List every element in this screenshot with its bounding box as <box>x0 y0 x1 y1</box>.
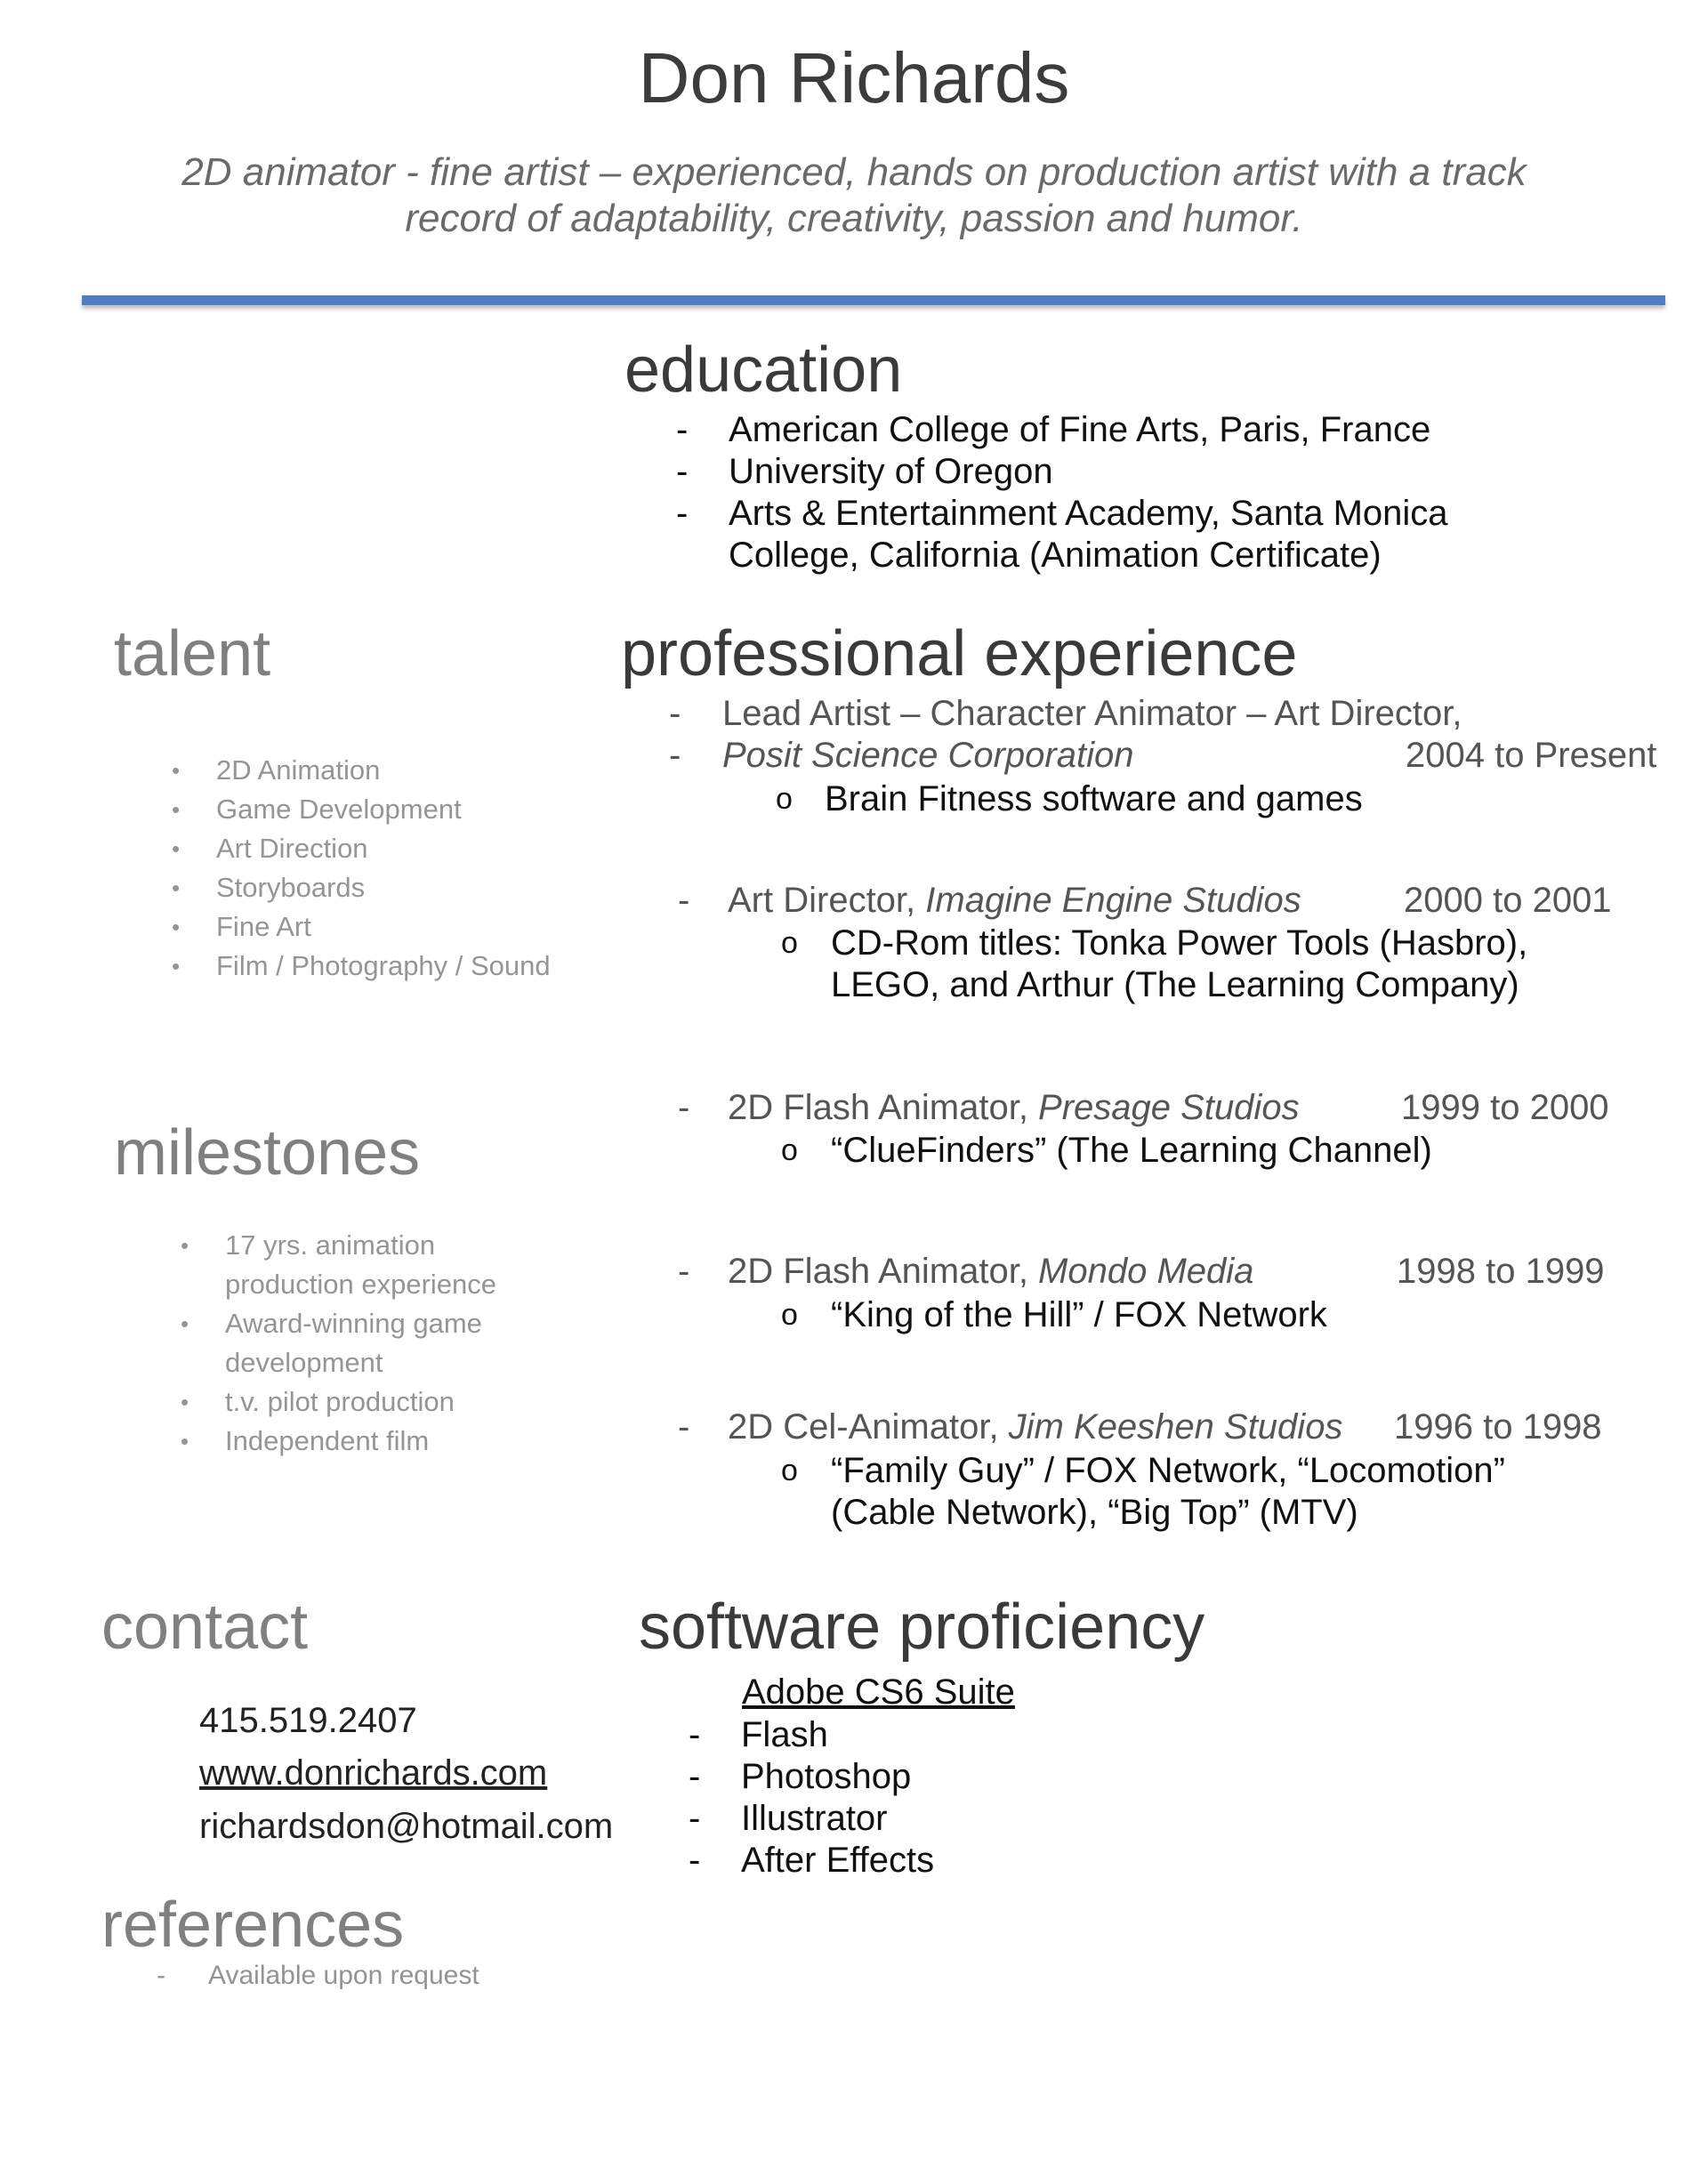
contact-website-link[interactable]: www.donrichards.com <box>199 1753 548 1793</box>
talent-item: • Fine Art <box>165 907 551 947</box>
software-suite-title: Adobe CS6 Suite <box>742 1672 1015 1712</box>
header-divider <box>82 295 1665 305</box>
milestone-item-continued: production experience <box>225 1269 497 1300</box>
bullet-marker: • <box>172 835 181 862</box>
bullet-marker: • <box>172 757 181 784</box>
contact-email: richardsdon@hotmail.com <box>199 1807 614 1846</box>
bullet-marker: • <box>172 874 181 901</box>
software-item: - After Effects <box>689 1841 935 1880</box>
job-detail: o “Family Guy” / FOX Network, “Locomotion” (Cable Network), “Big Top” (MTV) <box>781 1451 1505 1532</box>
dash-marker: - <box>678 1088 690 1127</box>
circle-marker: o <box>781 1454 798 1487</box>
milestone-item: • 17 yrs. animation <box>173 1226 496 1265</box>
circle-marker: o <box>781 1298 798 1332</box>
software-item: - Illustrator <box>689 1799 888 1838</box>
bullet-marker: • <box>181 1428 189 1455</box>
education-list <box>676 409 1448 576</box>
job-detail: o “ClueFinders” (The Learning Channel) <box>781 1131 1432 1170</box>
dash-marker: - <box>689 1799 701 1838</box>
bullet-marker: • <box>172 914 181 940</box>
talent-item: • 2D Animation <box>165 751 551 790</box>
software-heading: software proficiency <box>639 1592 1205 1663</box>
software-item: - Flash <box>689 1715 828 1754</box>
contact-phone: 415.519.2407 <box>199 1701 417 1740</box>
circle-marker: o <box>781 926 798 960</box>
software-list <box>689 1714 934 1882</box>
experience-heading: professional experience <box>621 618 1298 689</box>
job-role: - 2D Flash Animator, Mondo Media <box>678 1252 1254 1291</box>
references-item: - Available upon request <box>157 1961 479 1990</box>
circle-marker: o <box>781 1133 798 1167</box>
bullet-marker: • <box>181 1389 189 1415</box>
bullet-marker: • <box>172 796 181 823</box>
talent-heading: talent <box>114 618 271 689</box>
job-dates: 2000 to 2001 <box>1404 881 1612 920</box>
job-dates: 1998 to 1999 <box>1397 1252 1605 1291</box>
dash-marker: - <box>678 1407 690 1447</box>
dash-marker: - <box>678 1252 690 1291</box>
bullet-marker: • <box>181 1310 189 1337</box>
milestone-item: • Award-winning game <box>173 1304 496 1343</box>
milestones-list <box>173 1226 496 1461</box>
talent-item: • Art Direction <box>165 829 551 868</box>
job-role: - 2D Cel-Animator, Jim Keeshen Studios <box>678 1407 1343 1447</box>
references-heading: references <box>101 1890 405 1961</box>
tagline-line-2: record of adaptability, creativity, passion and humor. <box>405 197 1303 240</box>
talent-list <box>165 751 551 986</box>
dash-marker: - <box>689 1757 701 1796</box>
dash-marker: - <box>676 452 689 491</box>
tagline-line-1: 2D animator - fine artist – experienced, hands on production artist with a track <box>181 150 1527 194</box>
dash-marker: - <box>689 1841 701 1880</box>
milestone-item: • Independent film <box>173 1422 496 1461</box>
education-item: - University of Oregon <box>676 452 1053 491</box>
job-dates: 2004 to Present <box>1406 736 1657 775</box>
milestone-item-continued: development <box>225 1347 383 1378</box>
job-detail: o Brain Fitness software and games <box>776 779 1363 818</box>
bullet-marker: • <box>181 1232 189 1259</box>
job-dates: 1999 to 2000 <box>1401 1088 1609 1127</box>
resume-tagline <box>0 149 1708 242</box>
talent-item: • Game Development <box>165 790 551 829</box>
job-company: - Posit Science Corporation <box>669 736 1134 775</box>
education-item: - American College of Fine Arts, Paris, France <box>676 410 1431 449</box>
dash-marker: - <box>669 736 681 775</box>
job-detail: o CD-Rom titles: Tonka Power Tools (Hasbro), LEGO, and Arthur (The Learning Company) <box>781 923 1528 1004</box>
circle-marker: o <box>776 782 793 816</box>
job-detail: o “King of the Hill” / FOX Network <box>781 1295 1327 1334</box>
dash-marker: - <box>678 881 690 920</box>
job-role: - 2D Flash Animator, Presage Studios <box>678 1088 1300 1127</box>
education-heading: education <box>624 334 903 406</box>
milestone-item: • t.v. pilot production <box>173 1382 496 1422</box>
talent-item: • Storyboards <box>165 868 551 907</box>
contact-heading: contact <box>101 1592 309 1663</box>
dash-marker: - <box>676 410 689 449</box>
dash-marker: - <box>689 1715 701 1754</box>
milestones-heading: milestones <box>114 1117 421 1189</box>
resume-name: Don Richards <box>638 38 1070 117</box>
dash-marker: - <box>676 494 689 533</box>
job-role: - Lead Artist – Character Animator – Art Director, <box>669 694 1462 733</box>
dash-marker: - <box>669 694 681 733</box>
dash-marker: - <box>157 1961 165 1990</box>
software-item: - Photoshop <box>689 1757 912 1796</box>
job-role: - Art Director, Imagine Engine Studios <box>678 881 1301 920</box>
education-item: - Arts & Entertainment Academy, Santa Monica <box>676 494 1448 533</box>
education-item-continued: College, California (Animation Certificate) <box>729 536 1382 575</box>
talent-item: • Film / Photography / Sound <box>165 947 551 986</box>
job-dates: 1996 to 1998 <box>1394 1407 1602 1447</box>
bullet-marker: • <box>172 953 181 979</box>
